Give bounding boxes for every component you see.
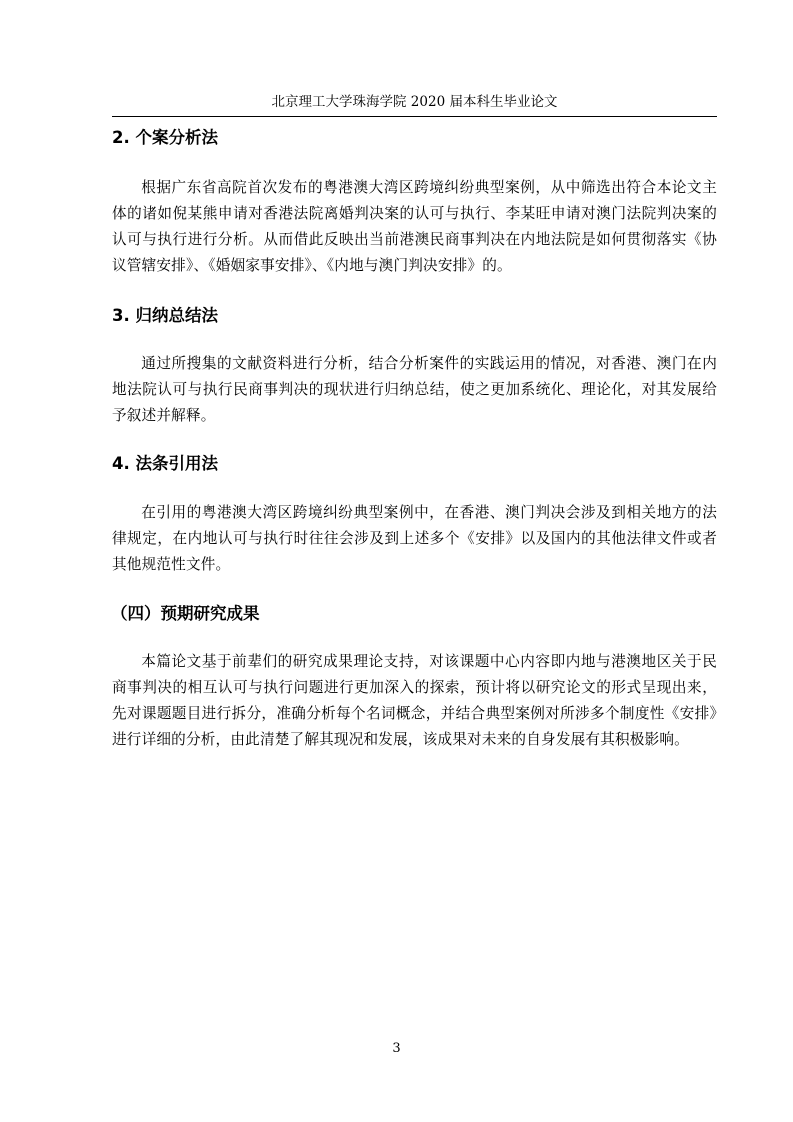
paragraph-statute-citation: 在引用的粤港澳大湾区跨境纠纷典型案例中，在香港、澳门判决会涉及到相关地方的法律规定，在内地认可与执行时往往会涉及到上述多个《安排》以及国内的其他法律文件或者其他规范性文件。 (112, 504, 717, 573)
heading-expected-results: （四）预期研究成果 (111, 604, 260, 623)
paragraph-expected-results: 本篇论文基于前辈们的研究成果理论支持，对该课题中心内容即内地与港澳地区关于民商事判决的相互认可与执行问题进行更加深入的探索，预计将以研究论文的形式呈现出来，先对课题题目进行拆分，准确分析每个名词概念，并结合典型案例对所涉多个制度性《安排》进行详细的分析，由此清楚了解其现况和发展，该成果对未来的自身发展有其积极影响。 (112, 653, 717, 748)
paragraph-case-analysis: 根据广东省高院首次发布的粤港澳大湾区跨境纠纷典型案例，从中筛选出符合本论文主体的诸如倪某熊申请对香港法院离婚判决案的认可与执行、李某旺申请对澳门法院判决案的认可与执行进行分析。从而借此反映出当前港澳民商事判决在内地法院是如何贯彻落实《协议管辖安排》、《婚姻家事安排》、《内地与澳门判决安排》的。 (112, 179, 717, 274)
heading-induction-summary: 3. 归纳总结法 (112, 306, 218, 325)
paragraph-induction-summary: 通过所搜集的文献资料进行分析，结合分析案件的实践运用的情况，对香港、澳门在内地法院认可与执行民商事判决的现状进行归纳总结，使之更加系统化、理论化，对其发展给予叙述并解释。 (112, 355, 717, 424)
header-title: 北京理工大学珠海学院 2020 届本科生毕业论文 (271, 94, 558, 110)
heading-case-analysis: 2. 个案分析法 (112, 128, 218, 147)
page-header (112, 90, 717, 117)
heading-statute-citation: 4. 法条引用法 (112, 454, 218, 473)
page-number: 3 (392, 1041, 401, 1056)
document-body (112, 118, 717, 753)
